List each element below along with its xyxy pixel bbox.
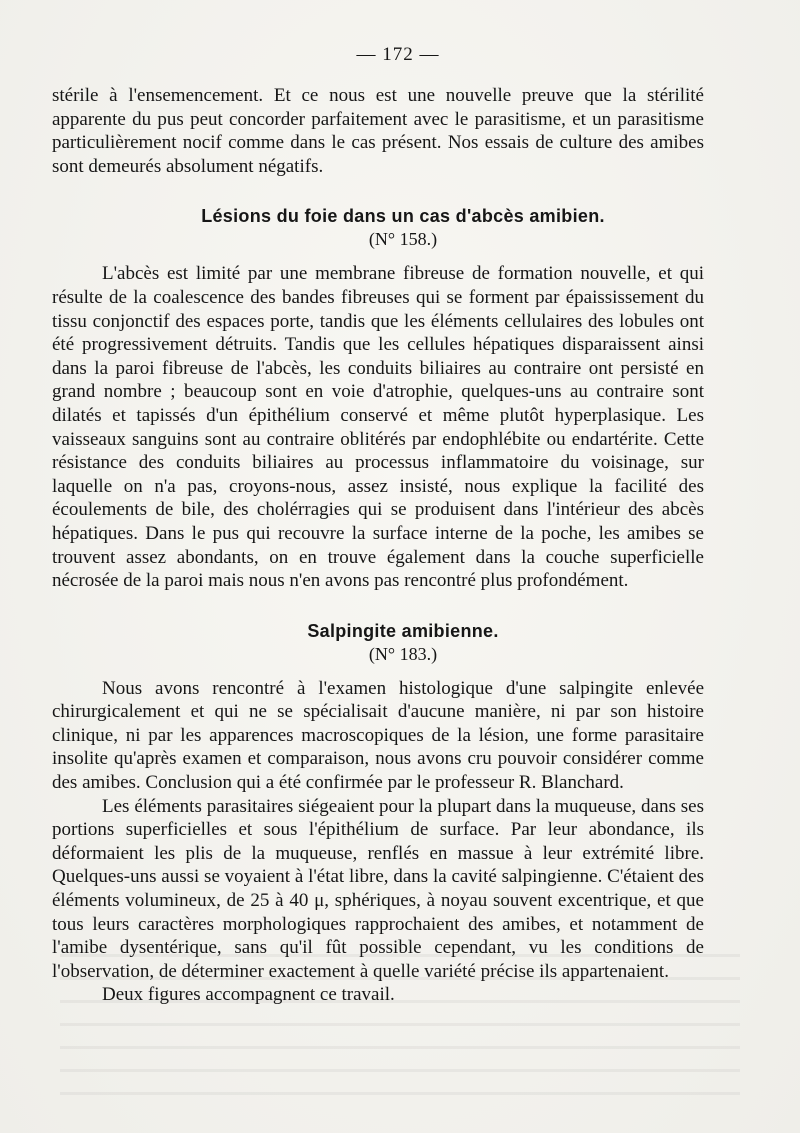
salpingitis-paragraph-1: Nous avons rencontré à l'examen histologique d'une salpingite enlevée chirurgicalement et qui ne se spécialisait d'aucune manière, ni par son histoire clinique, ni par les apparences macroscopiques de la lésion, une forme parasitaire insolite qu'après examen et comparaison, nous avons cru pouvoir considérer comme des amibes. Conclusion qui a été confirmée par le professeur R. Blanchard. — [52, 677, 704, 794]
section-title-salpingitis: Salpingite amibienne. — [307, 620, 499, 641]
liver-abscess-paragraph: L'abcès est limité par une membrane fibreuse de formation nouvelle, et qui résulte de la coalescence des bandes fibreuses qui se forment par épaississement du tissu conjonctif des espaces porte, tandis que les éléments cellulaires des lobules ont été progressivement détruits. Tandis que les cellules hépatiques disparaissent ainsi dans la paroi fibreuse de l'abcès, les conduits biliaires au contraire ont persisté en grand nombre ; beaucoup sont en voie d'atrophie, quelques-uns au contraire sont dilatés et tapissés d'un épithélium conservé et même plutôt hyperplasique. Les vaisseaux sanguins sont au contraire oblitérés par endophlébite ou endartérite. Cette résistance des conduits biliaires au processus inflammatoire du voisinage, sur laquelle on n'a pas, croyons-nous, assez insisté, nous explique la facilité des écoulements de bile, des cholérragies qui se produisent dans l'intérieur des abcès hépatiques. Dans le pus qui recouvre la surface interne de la poche, les amibes se trouvent assez abondants, on en trouve également dans la couche superficielle nécrosée de la paroi mais nous n'en avons pas rencontré plus profondément. — [52, 263, 704, 592]
section-reference-183: (N° 183.) — [368, 643, 438, 664]
intro-paragraph: stérile à l'ensemencement. Et ce nous est une nouvelle preuve que la stérilité apparente du pus peut concorder parfaitement avec le parasitisme, et un parasitisme particulièrement nocif comme dans le cas présent. Nos essais de culture des amibes sont demeurés absolument négatifs. — [52, 85, 704, 177]
salpingitis-paragraph-3: Deux figures accompagnent ce travail. — [102, 984, 395, 1006]
page-number: — 172 — — [356, 44, 440, 65]
section-reference-158: (N° 158.) — [368, 229, 438, 250]
salpingitis-paragraph-2: Les éléments parasitaires siégeaient pour la plupart dans la muqueuse, dans ses portions superficielles et sous l'épithélium de surface. Par leur abondance, ils déformaient les plis de la muqueuse, renflés en massue à leur extrémité libre. Quelques-uns aussi se voyaient à l'état libre, dans la cavité salpingienne. C'étaient des éléments volumineux, de 25 à 40 μ, sphériques, à noyau souvent excentrique, et que tous leurs caractères morphologiques rapprochaient des amibes, et notamment de l'amibe dysentérique, sans qu'il fût possible cependant, vu les conditions de l'observation, de déterminer exactement à quelle variété précise ils appartenaient. — [52, 795, 704, 982]
section-title-liver-abscess: Lésions du foie dans un cas d'abcès amibien. — [201, 206, 605, 227]
